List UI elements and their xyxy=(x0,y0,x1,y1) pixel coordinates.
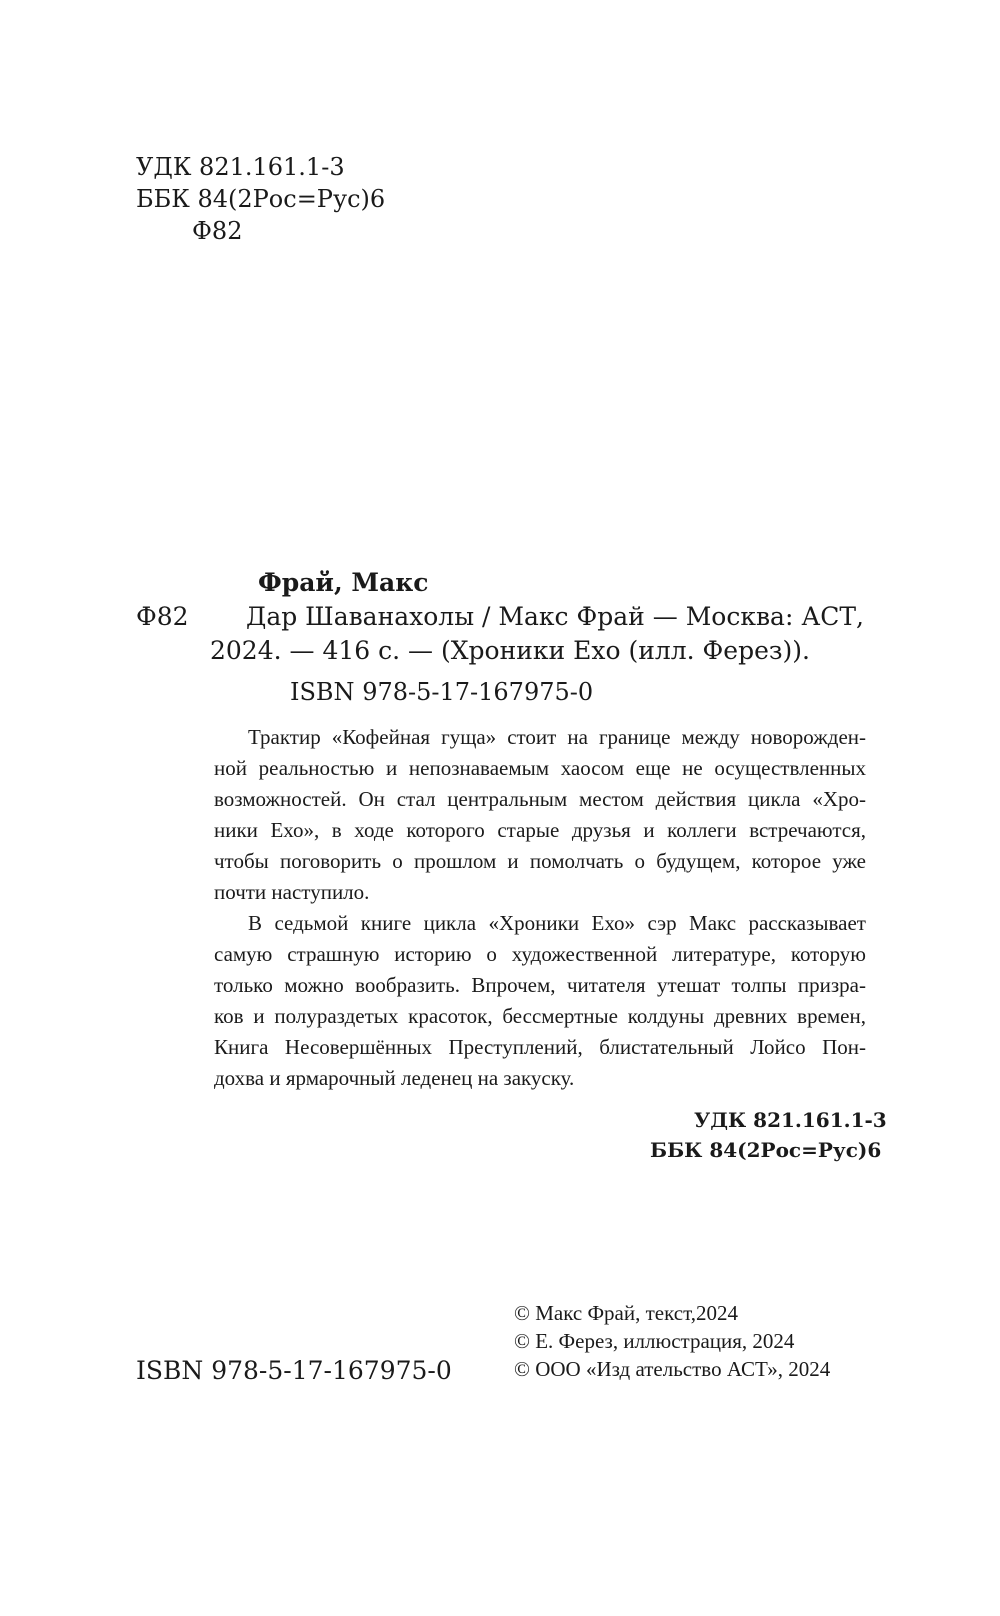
annotation-line: самую страшную историю о художественной литературе, которую xyxy=(214,942,866,966)
udk-bottom: УДК 821.161.1-3 xyxy=(694,1108,887,1132)
imprint-line: 2024. — 416 с. — (Хроники Ехо (илл. Ферез)). xyxy=(210,636,810,665)
annotation-line: Книга Несовершённых Преступлений, блистательный Лойсо Пон- xyxy=(214,1035,866,1059)
annotation-line: Трактир «Кофейная гуща» стоит на границе между новорожден- xyxy=(248,725,866,749)
annotation-line: только можно вообразить. Впрочем, читателя утешат толпы призра- xyxy=(214,973,866,997)
annotation-line: ной реальностью и непознаваемым хаосом еще не осуществленных xyxy=(214,756,866,780)
annotation-paragraph-2 xyxy=(214,908,866,1094)
author-name: Фрай, Макс xyxy=(258,568,429,597)
annotation-line: почти наступило. xyxy=(214,880,370,904)
annotation-line: чтобы поговорить о прошлом и помолчать о будущем, которое уже xyxy=(214,849,866,873)
udk-top: УДК 821.161.1-3 xyxy=(136,153,345,181)
annotation-line: возможностей. Он стал центральным местом действия цикла «Хро- xyxy=(214,787,866,811)
isbn-card: ISBN 978-5-17-167975-0 xyxy=(290,678,594,706)
annotation-line: ков и полураздетых красоток, бессмертные колдуны древних времен, xyxy=(214,1004,866,1028)
isbn-bottom: ISBN 978-5-17-167975-0 xyxy=(136,1356,452,1385)
title-line: Дар Шаванахолы / Макс Фрай — Москва: АСТ, xyxy=(246,602,865,631)
copyright-publisher: © ООО «Изд ательство АСТ», 2024 xyxy=(514,1357,831,1381)
annotation-line: ники Ехо», в ходе которого старые друзья и коллеги встречаются, xyxy=(214,818,866,842)
annotation-paragraph-1 xyxy=(214,722,866,908)
copyright-illustrator: © Е. Ферез, иллюстрация, 2024 xyxy=(514,1329,795,1353)
bbk-top: ББК 84(2Рос=Рус)6 xyxy=(136,185,386,213)
copyright-author: © Макс Фрай, текст,2024 xyxy=(514,1301,738,1325)
annotation-line: дохва и ярмарочный леденец на закуску. xyxy=(214,1066,575,1090)
author-mark-card: Ф82 xyxy=(136,602,189,631)
bbk-bottom: ББК 84(2Рос=Рус)6 xyxy=(650,1138,882,1162)
author-mark-top: Ф82 xyxy=(192,217,243,245)
annotation-line: В седьмой книге цикла «Хроники Ехо» сэр Макс рассказывает xyxy=(248,911,866,935)
